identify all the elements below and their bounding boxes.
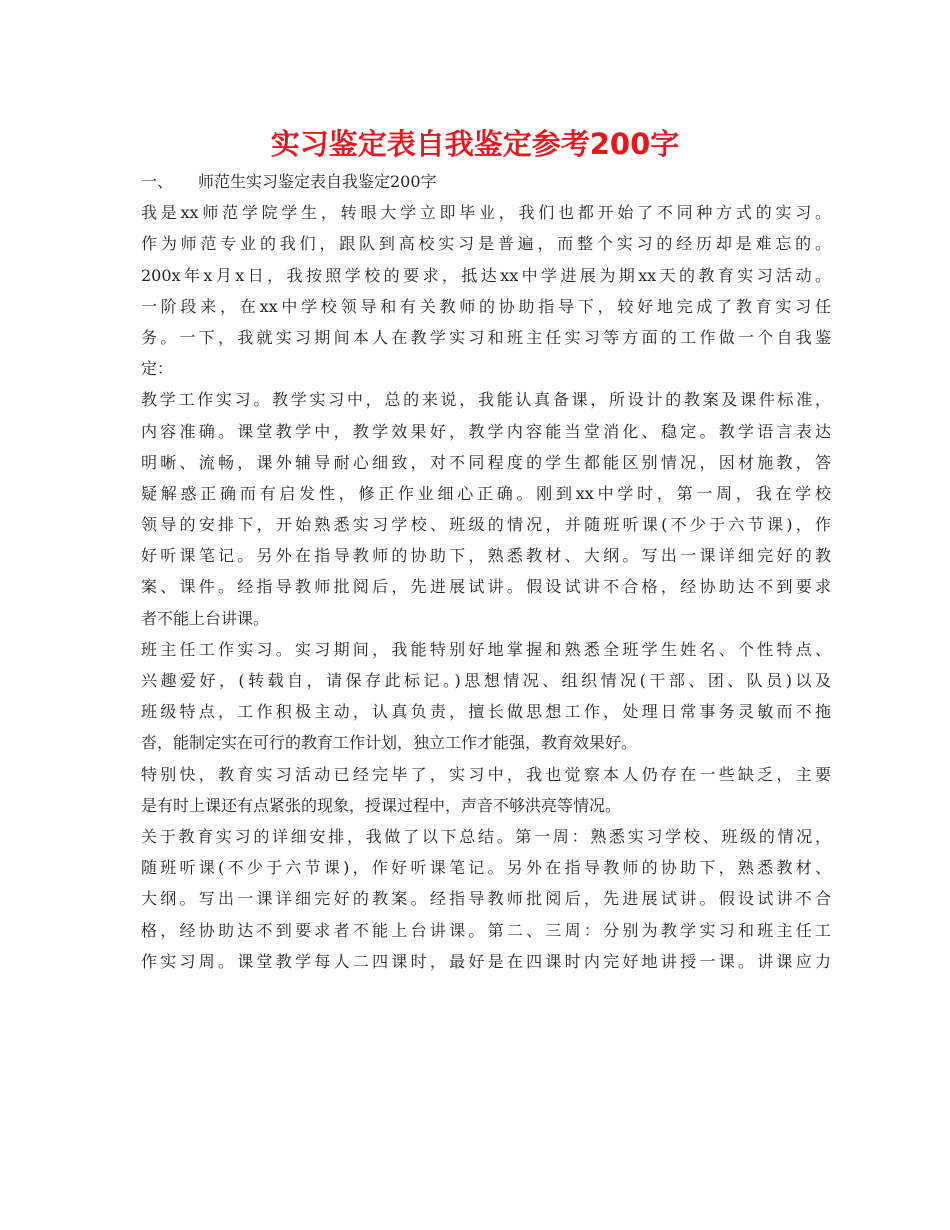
- paragraph-line: 班级特点，工作积极主动，认真负责，擅长做思想工作，处理日常事务灵敏而不拖: [141, 702, 831, 722]
- paragraph-line: 领导的安排下，开始熟悉实习学校、班级的情况，并随班听课(不少于六节课)，作: [141, 515, 831, 535]
- section-heading: [141, 166, 831, 197]
- paragraph-line: 是有时上课还有点紧张的现象，授课过程中，声音不够洪亮等情况。: [141, 795, 622, 815]
- paragraph-line: 教学工作实习。教学实习中，总的来说，我能认真备课，所设计的教案及课件标准，: [141, 390, 831, 410]
- paragraph-line: 疑解惑正确而有启发性，修正作业细心正确。刚到xx中学时，第一周，我在学校: [141, 483, 831, 503]
- paragraph-line: 班主任工作实习。实习期间，我能特别好地掌握和熟悉全班学生姓名、个性特点、: [141, 639, 831, 659]
- paragraph-line: 者不能上台讲课。: [141, 608, 270, 628]
- paragraph-line: 作实习周。课堂教学每人二四课时，最好是在四课时内完好地讲授一课。讲课应力: [141, 951, 831, 971]
- paragraph-line: 定：: [141, 359, 174, 379]
- paragraph-line: 随班听课(不少于六节课)，作好听课笔记。另外在指导教师的协助下，熟悉教材、: [141, 858, 831, 878]
- paragraph-line: 案、课件。经指导教师批阅后，先进展试讲。假设试讲不合格，经协助达不到要求: [141, 577, 831, 597]
- paragraph-line: 兴趣爱好，(转载自，请保存此标记。)思想情况、组织情况(干部、团、队员)以及: [141, 671, 831, 690]
- document-body: [141, 166, 831, 977]
- paragraph-line: 格，经协助达不到要求者不能上台讲课。第二、三周：分别为教学实习和班主任工: [141, 920, 831, 940]
- paragraph-line: 特别快，教育实习活动已经完毕了，实习中，我也觉察本人仍存在一些缺乏，主要: [141, 764, 831, 784]
- section-number: 一、: [141, 172, 174, 191]
- document-title: 实习鉴定表自我鉴定参考200字: [270, 127, 680, 161]
- paragraph-line: 作为师范专业的我们，跟队到高校实习是普遍，而整个实习的经历却是难忘的。: [141, 234, 831, 254]
- paragraph-line: 大纲。写出一课详细完好的教案。经指导教师批阅后，先进展试讲。假设试讲不合: [141, 889, 831, 909]
- paragraph-line: 好听课笔记。另外在指导教师的协助下，熟悉教材、大纲。写出一课详细完好的教: [141, 546, 831, 566]
- paragraph-line: 内容准确。课堂教学中，教学效果好，教学内容能当堂消化、稳定。教学语言表达: [141, 421, 831, 441]
- paragraph-line: 关于教育实习的详细安排，我做了以下总结。第一周：熟悉实习学校、班级的情况，: [141, 826, 831, 846]
- paragraph-line: 我是xx师范学院学生，转眼大学立即毕业，我们也都开始了不同种方式的实习。: [141, 203, 831, 223]
- paragraph-line: 沓，能制定实在可行的教育工作计划，独立工作才能强，教育效果好。: [141, 733, 638, 753]
- paragraph-line: 明晰、流畅，课外辅导耐心细致，对不同程度的学生都能区别情况，因材施教，答: [141, 452, 831, 472]
- paragraph-line: 200x年x月x日，我按照学校的要求，抵达xx中学进展为期xx天的教育实习活动。: [141, 265, 831, 285]
- paragraph-line: 一阶段来，在xx中学校领导和有关教师的协助指导下，较好地完成了教育实习任: [141, 296, 831, 316]
- section-title: 师范生实习鉴定表自我鉴定200字: [198, 172, 437, 191]
- paragraph-line: 务。一下，我就实习期间本人在教学实习和班主任实习等方面的工作做一个自我鉴: [141, 327, 831, 347]
